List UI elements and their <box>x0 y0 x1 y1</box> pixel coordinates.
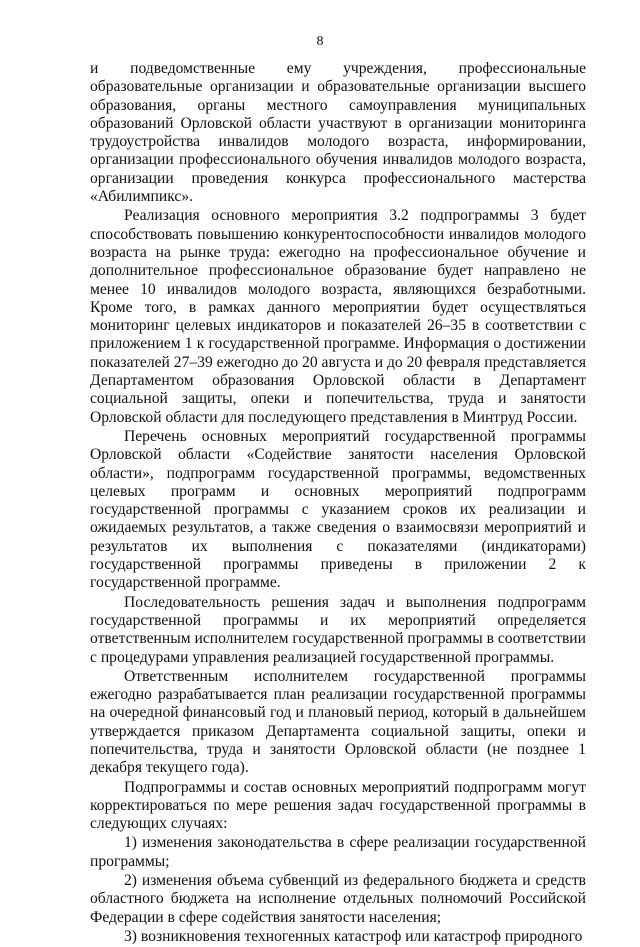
document-body <box>90 60 586 947</box>
paragraph-sequence: Последовательность решения задач и выполнения подпрограмм государственной программы и их мероприятий определяется ответственным исполнителем государственной программы в соответствии с процедурами управления реализацией государственной программы. <box>90 593 586 666</box>
list-item-1: 1) изменения законодательства в сфере реализации государственной программы; <box>90 834 586 870</box>
list-item-2: 2) изменения объема субвенций из федерального бюджета и средств областного бюджета на исполнение отдельных полномочий Российской Федерации в сфере содействия занятости населения; <box>90 872 586 926</box>
paragraph-measure-3-2: Реализация основного мероприятия 3.2 подпрограммы 3 будет способствовать повышению конкурентоспособности инвалидов молодого возраста на рынке труда: ежегодно на профессиональное обучение и дополнительное профессиональное образование будет направлено не менее 10 инвалидов молодого возраста, являющихся безработными. Кроме того, в рамках данного мероприятии будет осуществляться мониторинг целевых индикаторов и показателей 26–35 в соответствии с приложением 1 к государственной программе. Информация о достижении показателей 27–39 ежегодно до 20 августа и до 20 февраля представляется Департаментом образования Орловской области в Департамент социальной защиты, опеки и попечительства, труда и занятости Орловской области для последующего представления в Минтруд России. <box>90 207 586 426</box>
paragraph-adjustment-cases: Подпрограммы и состав основных мероприятий подпрограмм могут корректироваться по мере решения задач государственной программы в следующих случаях: <box>90 778 586 833</box>
list-item-3: 3) возникновения техногенных катастроф или катастроф природного <box>124 927 583 945</box>
paragraph-continuation: и подведомственные ему учреждения, профессиональные образовательные организации и образовательные организации высшего образования, органы местного самоуправления муниципальных образований Орловской области участвуют в организации мониторинга трудоустройства инвалидов молодого возраста, информировании, организации профессионального обучения инвалидов молодого возраста, организации проведения конкурса профессионального мастерства «Абилимпикс». <box>90 60 586 206</box>
paragraph-plan: Ответственным исполнителем государственной программы ежегодно разрабатывается план реализации государственной программы на очередной финансовый год и плановый период, который в дальнейшем утверждается приказом Департамента социальной защиты, опеки и попечительства, труда и занятости Орловской области (не позднее 1 декабря текущего года). <box>90 667 586 777</box>
paragraph-list-of-measures: Перечень основных мероприятий государственной программы Орловской области «Содействие занятости населения Орловской области», подпрограмм государственной программы, ведомственных целевых программ и основных мероприятий подпрограмм государственной программы с указанием сроков их реализации и ожидаемых результатов, а также сведения о взаимосвязи мероприятий и результатов их выполнения с показателями (индикаторами) государственной программы приведены в приложении 2 к государственной программе. <box>90 427 586 592</box>
page-number: 8 <box>316 34 324 49</box>
